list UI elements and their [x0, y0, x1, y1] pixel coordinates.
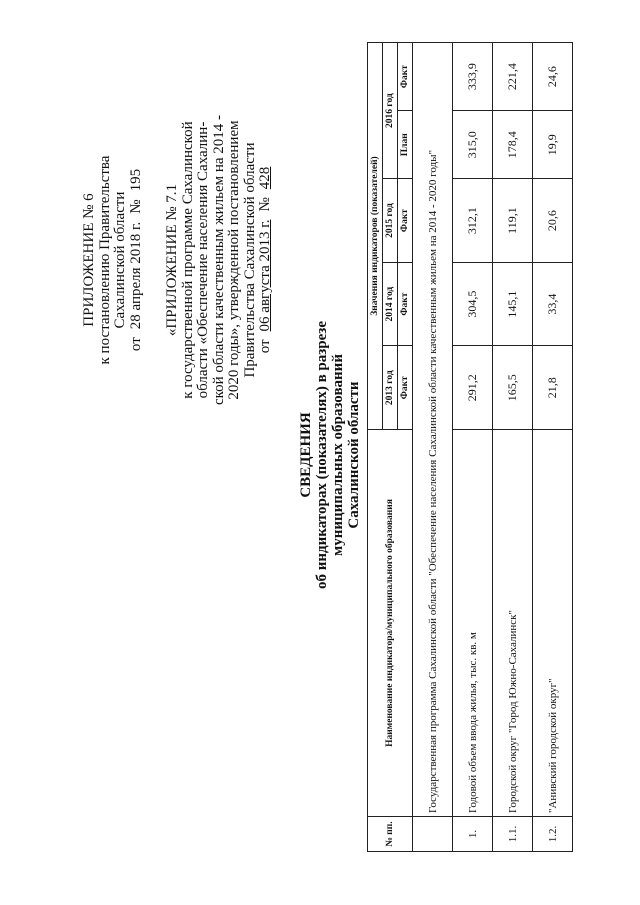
annex-7-1-date: 06 августа 2013 г. [257, 219, 273, 332]
row-1-2016-plan: 315,0 [453, 111, 493, 179]
annex-6-date: 28 апреля 2018 г. [127, 221, 144, 330]
table-row [453, 43, 493, 852]
row-1-name: Годовой объем ввода жилья, тыс. кв. м [453, 430, 493, 817]
row-1-1-2016-plan: 178,4 [493, 111, 533, 179]
program-row-no [413, 817, 453, 852]
annex-7-1-title: «ПРИЛОЖЕНИЕ № 7.1 [164, 183, 180, 337]
annex-7-1-line-4: 2020 годы», утвержденной постановлением [226, 120, 242, 400]
row-1-1-2015: 119,1 [493, 179, 533, 263]
header-year-2016: 2016 год [383, 43, 398, 179]
annex-6-from-label: от [127, 337, 144, 352]
program-row-title: Государственная программа Сахалинской области "Обеспечение населения Сахалинской области качественным жильем на 2014 - 2020 годы" [413, 43, 453, 817]
header-name: Наименование индикатора/муниципального образования [368, 430, 413, 817]
rotated-document-page [0, 10, 640, 870]
document-heading [298, 265, 362, 645]
annex-7-1-from-label: от [257, 339, 273, 354]
annex-6-title: ПРИЛОЖЕНИЕ № 6 [81, 193, 97, 327]
row-1-2-name: "Анивский городской округ" [533, 430, 573, 817]
annex-6-no-label: № [127, 199, 144, 214]
annex-6-number: 195 [127, 168, 144, 192]
table-row [493, 43, 533, 852]
row-1-1-2016-fact: 221,4 [493, 43, 533, 111]
annex-7-1-number: 428 [257, 166, 273, 190]
annex-7-1-line-1: к государственной программе Сахалинской [179, 121, 196, 399]
row-1-1-2013: 165,5 [493, 346, 533, 430]
annex-7-1-block [165, 95, 274, 425]
row-1-2014: 304,5 [453, 262, 493, 346]
header-fact-2014: Факт [398, 262, 413, 346]
heading-line-2: об индикаторах (показателях) в разрезе муниципальных образований [314, 321, 346, 589]
row-1-1-no: 1.1. [493, 817, 533, 852]
annex-7-1-line-2: области «Обеспечение населения Сахалин- [195, 121, 211, 399]
header-fact-2015: Факт [398, 179, 413, 263]
header-year-2014: 2014 год [383, 262, 398, 346]
annex-7-1-no-label: № [257, 197, 273, 212]
annex-7-1-line-5: Правительства Сахалинской области [241, 142, 258, 378]
annex-6-date-row [129, 95, 145, 425]
heading-line-3: Сахалинской области [346, 381, 362, 529]
row-1-2-2015: 20,6 [533, 179, 573, 263]
row-1-2-2016-plan: 19,9 [533, 111, 573, 179]
annex-7-1-line-3: ской области качественным жильем на 2014 - [210, 114, 227, 406]
header-values-group: Значения индикаторов (показателей) [368, 43, 383, 430]
header-plan-2016: План [398, 111, 413, 179]
indicators-table [367, 42, 573, 852]
row-1-2-2016-fact: 24,6 [533, 43, 573, 111]
header-year-2015: 2015 год [383, 179, 398, 263]
row-1-2013: 291,2 [453, 346, 493, 430]
annex-6-block [82, 95, 144, 425]
header-no: № пп. [368, 817, 413, 852]
row-1-2-2014: 33,4 [533, 262, 573, 346]
row-1-2015: 312,1 [453, 179, 493, 263]
heading-line-1: СВЕДЕНИЯ [298, 412, 314, 498]
row-1-2-2013: 21,8 [533, 346, 573, 430]
row-1-2-no: 1.2. [533, 817, 573, 852]
annex-6-line1: к постановлению Правительства [96, 155, 113, 365]
table-header-row-1 [368, 43, 383, 852]
program-row [413, 43, 453, 852]
header-fact-2016: Факт [398, 43, 413, 111]
row-1-2016-fact: 333,9 [453, 43, 493, 111]
header-year-2013: 2013 год [383, 346, 398, 430]
header-fact-2013: Факт [398, 346, 413, 430]
annex-6-line2: Сахалинской области [112, 191, 128, 329]
row-1-1-name: Городской округ "Город Южно-Сахалинск" [493, 430, 533, 817]
row-1-no: 1. [453, 817, 493, 852]
row-1-1-2014: 145,1 [493, 262, 533, 346]
annex-7-1-date-row [258, 95, 274, 425]
table-row [533, 43, 573, 852]
